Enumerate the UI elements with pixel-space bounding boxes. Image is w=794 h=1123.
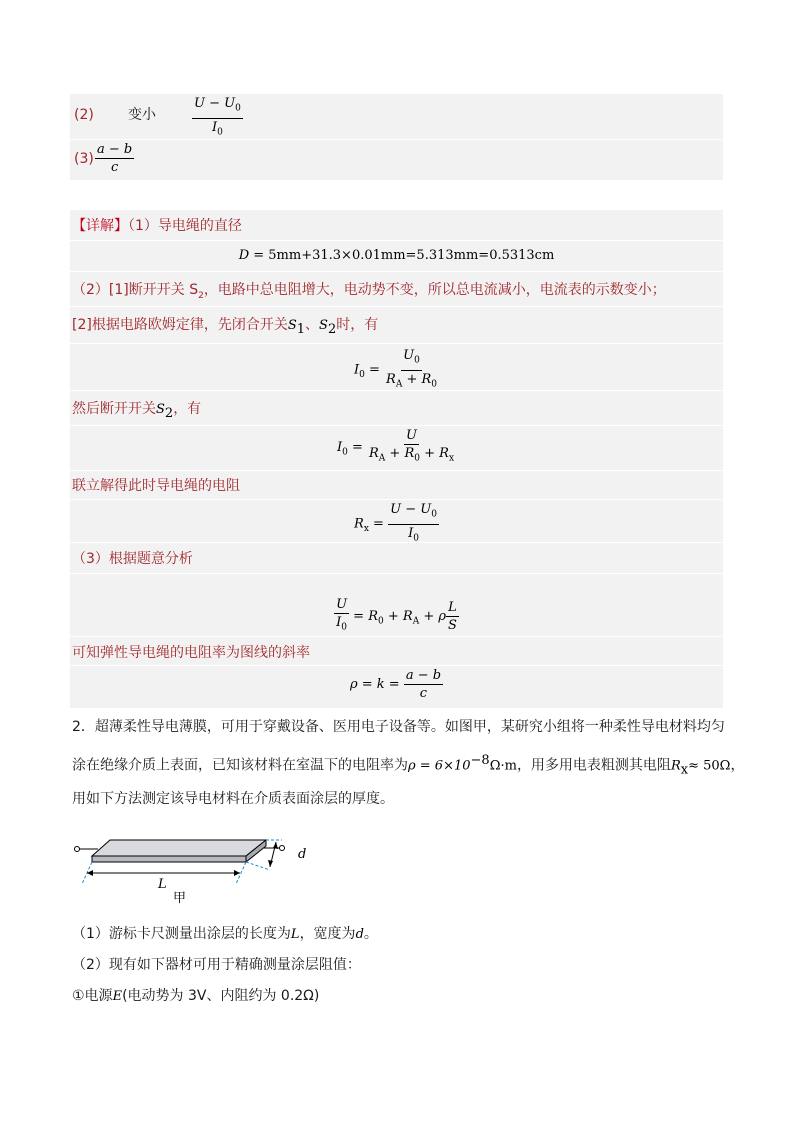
label-L: L <box>158 877 167 892</box>
solution-band <box>70 94 723 139</box>
label-d: d <box>298 847 307 862</box>
equation-ratio: $\frac{U}{I_0}$ = $R_0 + R_A + \rho$ $\frac{L}{S}$ <box>336 597 457 633</box>
left-terminal <box>75 847 80 852</box>
width-arrow-bottom-head <box>268 860 273 867</box>
answer-3 <box>74 150 94 168</box>
detail-label: 【详解】 <box>72 218 128 234</box>
figure-film-diagram <box>70 830 330 905</box>
question-2-part-2: （2）现有如下器材可用于精确测量涂层阻值： <box>72 957 361 973</box>
equation-resistivity: ρ = k = $\frac{a - b}{c}$ <box>349 668 442 701</box>
detail-line-2: （2）[1]断开开关 $S_2$，电路中总电阻增大，电动势不变，所以总电流减小，电流表的示数变小； <box>72 282 666 301</box>
answer-2 <box>74 106 94 124</box>
question-2-line-2: 涂在绝缘介质上表面，已知该材料在室温下的电阻率为$\rho = 6\times 10^{-8}\Omega\cdot m$，用多用电表粗测其电阻$R_x\approx 50\Omega$， <box>72 753 745 778</box>
detail-line-1: 【详解】（1）导电绳的直径 <box>72 218 242 234</box>
answer-2-number: (2) <box>74 107 94 123</box>
equation-closed-switches: $I_0$ = $\frac{U_0}{R_A + R_0}$ <box>353 348 438 390</box>
length-arrow-right-head <box>234 870 240 876</box>
question-2-line-1: 2．超薄柔性导电薄膜，可用于穿戴设备、医用电子设备等。如图甲，某研究小组将一种柔性导电材料均匀 <box>72 719 725 735</box>
width-arrow-top-head <box>273 842 278 849</box>
film-front-face <box>92 856 246 862</box>
diameter-equation: D = 5mm+31.3×0.01mm=5.313mm=0.5313cm <box>238 248 555 263</box>
guide-d-bottom <box>246 862 270 870</box>
equipment-item-1: ①电源E(电动势为 3V、内阻约为 0.2Ω) <box>72 988 320 1004</box>
solution-band <box>70 140 723 180</box>
answer-3-number: (3) <box>74 151 94 167</box>
question-2-part-1: （1）游标卡尺测量出涂层的长度为L，宽度为d。 <box>72 926 378 942</box>
equation-open-switch: $I_0$ = $\frac{U}{R_A + R_0 + R_x}$ <box>336 428 455 464</box>
right-terminal <box>280 846 285 851</box>
detail-line-6: （3）根据题意分析 <box>72 551 193 567</box>
detail-line-5: 联立解得此时导电绳的电阻 <box>72 478 240 494</box>
answer-3-fraction: $\frac{a - b}{c}$ <box>97 142 133 175</box>
length-arrow-left-head <box>87 870 93 876</box>
equation-rx: $R_x$ = $\frac{U - U_0}{I_0}$ <box>354 502 437 544</box>
answer-2-word: 变小 <box>128 107 156 123</box>
detail-line-3: [2]根据电路欧姆定律，先闭合开关$S_1$、$S_2$时，有 <box>72 317 379 337</box>
question-2-line-3: 用如下方法测定该导电材料在介质表面涂层的厚度。 <box>72 791 394 807</box>
answer-2-fraction: $\frac{U - U_0}{I_0}$ <box>194 96 241 138</box>
figure-caption: 甲 <box>173 891 187 905</box>
detail-line-4: 然后断开开关$S_2$，有 <box>72 401 202 421</box>
film-top-face <box>92 840 266 856</box>
detail-line-7: 可知弹性导电绳的电阻率为图线的斜率 <box>72 645 310 661</box>
